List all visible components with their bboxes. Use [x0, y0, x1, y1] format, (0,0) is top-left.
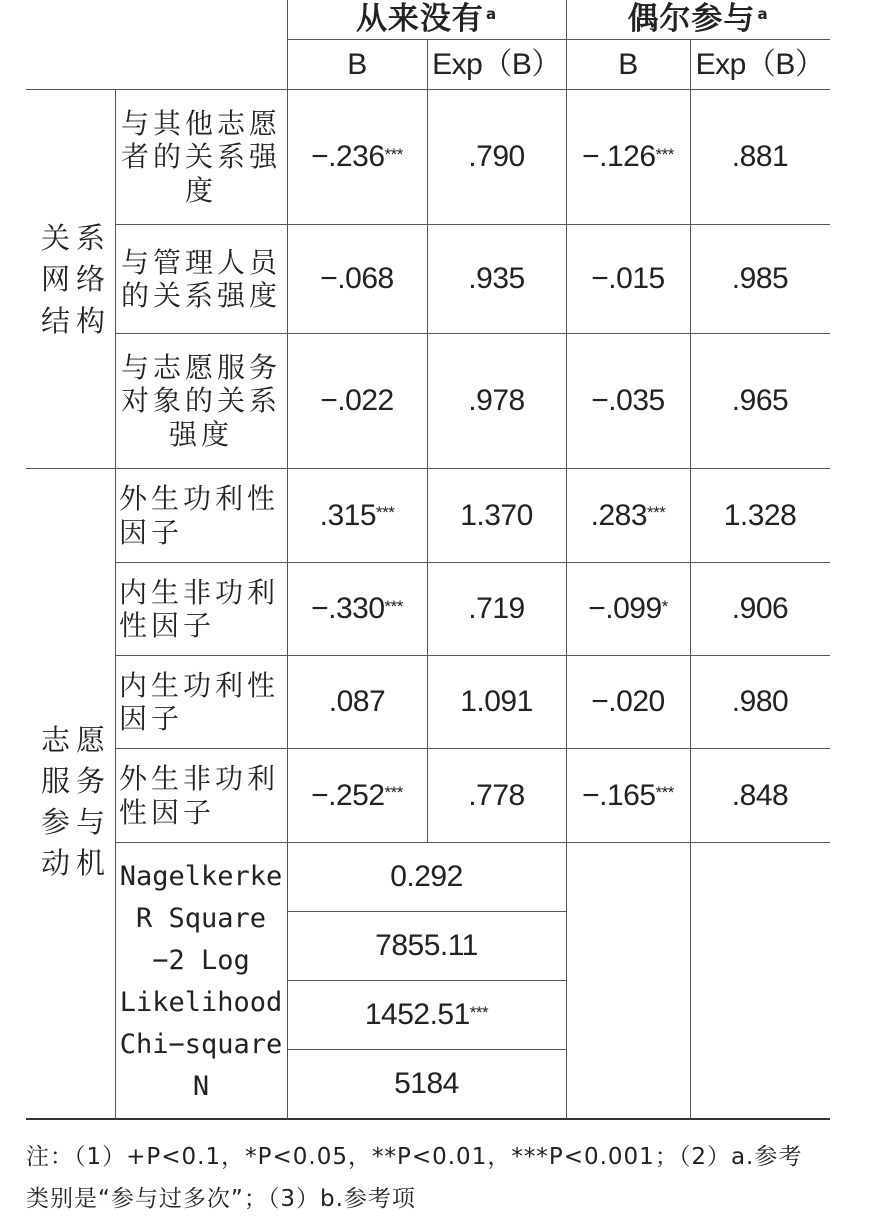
- cell-r5-e2: .906: [731, 592, 789, 626]
- row-label-2: 与管理人员的关系强度: [121, 245, 282, 312]
- header-group1: 从来没有 a: [355, 0, 498, 37]
- rule-table-bottom: [26, 1118, 830, 1120]
- cell-r7-b2: −.165 ***: [582, 778, 674, 812]
- note-line-1: 注：（1）+P<0.1，*P<0.05，**P<0.01，***P<0.001；（2）a.参考: [26, 1144, 803, 1170]
- stat-label-n: N: [192, 1070, 210, 1102]
- table-note: [26, 1136, 846, 1220]
- header-exp-col1: Exp（B）: [432, 47, 561, 81]
- cell-r4-b2: .283 ***: [590, 498, 666, 532]
- stat-chisq-value: 1452.51 ***: [364, 998, 489, 1032]
- cell-r3-b2: −.035: [591, 384, 665, 418]
- row-label-7: 外生非功利性因子: [119, 762, 280, 829]
- cell-r4-b1: .315 ***: [319, 498, 395, 532]
- cell-r6-e2: .980: [731, 685, 789, 719]
- row-label-4: 外生功利性因子: [119, 482, 280, 549]
- cell-r6-b1: .087: [328, 685, 386, 719]
- stat-label-rsquare: R Square: [135, 903, 267, 935]
- stat-label-nagelkerke: Nagelkerke: [119, 861, 283, 893]
- stat-loglik-value: 7855.11: [375, 929, 478, 963]
- row-label-3: 与志愿服务对象的关系强度: [121, 351, 282, 451]
- cell-r1-e2: .881: [731, 140, 789, 174]
- cell-r1-e1: .790: [468, 140, 525, 174]
- stats-labels: [117, 852, 285, 1112]
- cell-r4-e2: 1.328: [723, 498, 797, 532]
- cell-r1-b1: −.236 ***: [311, 140, 403, 174]
- stat-label-chisquare: Chi−square: [119, 1028, 283, 1060]
- cell-r4-e1: 1.370: [460, 498, 533, 532]
- row-label-5: 内生非功利性因子: [119, 575, 280, 642]
- cell-r2-b1: −.068: [320, 262, 394, 296]
- row-label-6: 内生功利性因子: [119, 668, 280, 735]
- cell-r3-e1: .978: [468, 384, 525, 418]
- header-exp-col2: Exp（B）: [695, 47, 825, 81]
- stat-label-likelihood: Likelihood: [119, 987, 283, 1018]
- row-label-1: 与其他志愿者的关系强度: [121, 107, 282, 207]
- header-b-col1: B: [347, 47, 367, 81]
- header-group2: 偶尔参与 a: [627, 0, 769, 37]
- stat-n-value: 5184: [394, 1067, 459, 1101]
- cell-r2-e1: .935: [468, 262, 525, 296]
- cell-r7-e2: .848: [731, 778, 789, 812]
- stat-nagelkerke-value: 0.292: [390, 860, 463, 894]
- group-label-motive: 志愿服务参与动机: [40, 722, 111, 881]
- cell-r5-b1: −.330 ***: [311, 592, 403, 626]
- cell-r2-b2: −.015: [591, 262, 665, 296]
- cell-r5-b2: −.099 *: [588, 592, 668, 626]
- cell-r2-e2: .985: [731, 262, 789, 296]
- group-label-relation: 关系网络结构: [40, 221, 111, 338]
- header-b-col2: B: [618, 47, 638, 81]
- cell-r7-b1: −.252 ***: [311, 778, 403, 812]
- cell-r7-e1: .778: [468, 778, 525, 812]
- cell-r3-e2: .965: [731, 384, 789, 418]
- cell-r3-b1: −.022: [320, 384, 394, 418]
- cell-r5-e1: .719: [468, 592, 525, 626]
- cell-r6-b2: −.020: [591, 685, 665, 719]
- stat-label-2log: −2 Log: [152, 945, 250, 977]
- cell-r6-e1: 1.091: [460, 685, 533, 719]
- note-line-2: 类别是“参与过多次”；（3）b.参考项: [26, 1186, 416, 1212]
- cell-r1-b2: −.126 ***: [582, 140, 674, 174]
